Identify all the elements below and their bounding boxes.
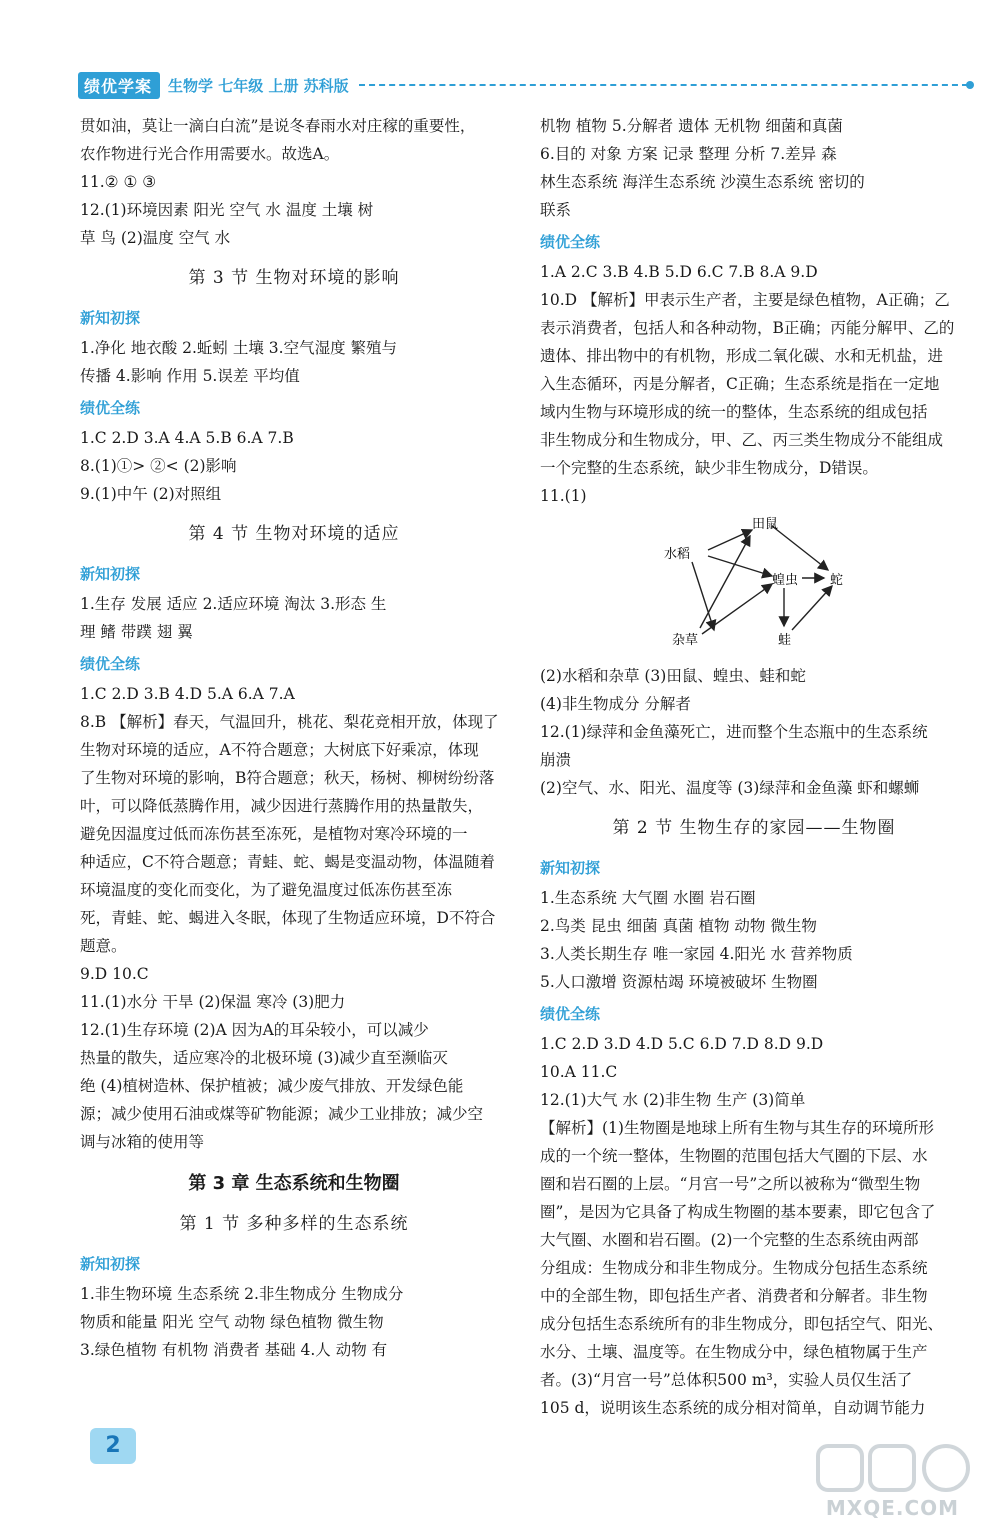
text-line: 种适应，C不符合题意；青蛙、蛇、蝎是变温动物，体温随着 [80, 853, 495, 871]
text-line: 农作物进行光合作用需要水。故选A。 [80, 145, 340, 163]
subheading: 绩优全练 [540, 233, 601, 251]
text-line: 成的一个统一整体，生物圈的范围包括大气圈的下层、水 [540, 1147, 928, 1165]
text-line: 成分包括生态系统所有的非生物成分，即包括空气、阳光、 [540, 1315, 944, 1333]
answer-line: 12.(1)生存环境 (2)A 因为A的耳朵较小，可以减少 [80, 1021, 429, 1039]
answer-line: 3.绿色植物 有机物 消费者 基础 4.人 动物 有 [80, 1341, 388, 1359]
text-line: 遗体、排出物中的有机物，形成二氧化碳、水和无机盐，进 [540, 347, 944, 365]
book-info: 生物学 七年级 上册 苏科版 [168, 76, 349, 95]
arrow-zacao-tianshu [700, 536, 750, 628]
answer-line: 理 鳍 带蹼 翅 翼 [80, 623, 193, 641]
node-shuidao: 水稻 [664, 547, 691, 562]
divider-dot [966, 81, 974, 89]
answer-line: 8.B 【解析】春天，气温回升，桃花、梨花竞相开放，体现了 [80, 713, 499, 731]
section-title: 第 3 节 生物对环境的影响 [188, 268, 400, 288]
watermark-logo [810, 1440, 975, 1520]
answer-line: 12.(1)环境因素 阳光 空气 水 温度 土壤 树 [80, 201, 374, 219]
node-wa: 蛙 [778, 633, 792, 648]
subheading: 新知初探 [80, 1255, 141, 1273]
header-divider [359, 84, 968, 86]
watermark-text: MXQE.COM [825, 1496, 960, 1520]
answer-line: 9.(1)中午 (2)对照组 [80, 485, 222, 503]
arrow-shuidao-tianshu [708, 530, 752, 550]
answer-line: 机物 植物 5.分解者 遗体 无机物 细菌和真菌 [540, 117, 843, 135]
answer-line: 1.生存 发展 适应 2.适应环境 淘汰 3.形态 生 [80, 595, 387, 613]
text-line: 源；减少使用石油或煤等矿物能源；减少工业排放；减少空 [80, 1105, 484, 1123]
food-web-svg [540, 512, 968, 662]
arrow-tianshu-she [772, 526, 828, 570]
node-tianshu: 田鼠 [752, 517, 779, 532]
answer-line: (2)水稻和杂草 (3)田鼠、蝗虫、蛙和蛇 [540, 667, 806, 685]
answer-line: 1.生态系统 大气圈 水圈 岩石圈 [540, 889, 756, 907]
text-line: 题意。 [80, 937, 127, 955]
left-column [80, 112, 508, 1364]
subheading: 新知初探 [80, 309, 141, 327]
text-line: 域内生物与环境形成的统一的整体，生态系统的组成包括 [540, 403, 928, 421]
chapter-title: 第 3 章 生态系统和生物圈 [188, 1173, 400, 1194]
answer-line: 10.D 【解析】甲表示生产者，主要是绿色植物，A正确；乙 [540, 291, 950, 309]
answer-line: 1.C 2.D 3.B 4.D 5.A 6.A 7.A [80, 685, 295, 703]
text-line: 水分、土壤、温度等。在生物成分中，绿色植物属于生产 [540, 1343, 928, 1361]
answer-line: (2)空气、水、阳光、温度等 (3)绿萍和金鱼藻 虾和螺蛳 [540, 779, 920, 797]
node-zacao: 杂草 [672, 633, 699, 648]
brand-logo: 绩优学案 [78, 72, 160, 99]
text-line: 了生物对环境的影响，B符合题意；秋天，杨树、柳树纷纷落 [80, 769, 495, 787]
section-title: 第 1 节 多种多样的生态系统 [179, 1214, 409, 1234]
answer-line: 11.(1)水分 干旱 (2)保温 寒冷 (3)肥力 [80, 993, 346, 1011]
answer-line: 12.(1)大气 水 (2)非生物 生产 (3)简单 [540, 1091, 806, 1109]
text-line: 环境温度的变化而变化，为了避免温度过低冻伤甚至冻 [80, 881, 453, 899]
answer-line: 1.A 2.C 3.B 4.B 5.D 6.C 7.B 8.A 9.D [540, 263, 818, 281]
text-line: 表示消费者，包括人和各种动物，B正确；丙能分解甲、乙的 [540, 319, 955, 337]
text-line: 中的全部生物，即包括生产者、消费者和分解者。非生物 [540, 1287, 928, 1305]
answer-line: 10.A 11.C [540, 1063, 618, 1081]
text-line: 贯如油，莫让一滴白白流”是说冬春雨水对庄稼的重要性， [80, 117, 476, 135]
answer-line: 联系 [540, 201, 572, 219]
arrow-shuidao-huangchong [708, 556, 772, 576]
answer-line: 物质和能量 阳光 空气 动物 绿色植物 微生物 [80, 1313, 384, 1331]
right-column [540, 112, 968, 1422]
answer-line: 11.(1) [540, 487, 587, 505]
arrow-zacao-huangchong [702, 584, 772, 634]
answer-line: 1.净化 地衣酸 2.蚯蚓 土壤 3.空气湿度 繁殖与 [80, 339, 398, 357]
answer-line: 12.(1)绿萍和金鱼藻死亡，进而整个生态瓶中的生态系统 [540, 723, 928, 741]
food-web-diagram [540, 512, 968, 662]
answer-line: 8.(1)①> ②< (2)影响 [80, 457, 237, 475]
answer-line: 9.D 10.C [80, 965, 149, 983]
text-line: 105 d，说明该生态系统的成分相对简单，自动调节能力 [540, 1399, 926, 1417]
watermark-icon [810, 1440, 975, 1500]
text-line: 绝 (4)植树造林、保护植被；减少废气排放、开发绿色能 [80, 1077, 464, 1095]
answer-line: (4)非生物成分 分解者 [540, 695, 691, 713]
answer-line: 草 鸟 (2)温度 空气 水 [80, 229, 231, 247]
text-line: 调与冰箱的使用等 [80, 1133, 205, 1151]
text-line: 【解析】(1)生物圈是地球上所有生物与其生存的环境所形 [540, 1119, 934, 1137]
section-title: 第 2 节 生物生存的家园——生物圈 [612, 818, 896, 838]
text-line: 一个完整的生态系统，缺少非生物成分，D错误。 [540, 459, 878, 477]
text-line: 圈和岩石圈的上层。“月宫一号”之所以被称为“微型生物 [540, 1175, 921, 1193]
arrow-shuidao-tianshu-cross [692, 562, 714, 630]
subheading: 新知初探 [540, 859, 601, 877]
answer-line: 1.C 2.D 3.D 4.D 5.C 6.D 7.D 8.D 9.D [540, 1035, 824, 1053]
text-line: 者。(3)“月宫一号”总体积500 m³，实验人员仅生活了 [540, 1371, 913, 1389]
answer-line: 5.人口激增 资源枯竭 环境被破坏 生物圈 [540, 973, 818, 991]
subheading: 新知初探 [80, 565, 141, 583]
text-line: 避免因温度过低而冻伤甚至冻死，是植物对寒冷环境的一 [80, 825, 468, 843]
answer-line: 11.② ① ③ [80, 173, 157, 191]
answer-line: 林生态系统 海洋生态系统 沙漠生态系统 密切的 [540, 173, 865, 191]
answer-line: 1.C 2.D 3.A 4.A 5.B 6.A 7.B [80, 429, 294, 447]
text-line: 崩溃 [540, 751, 572, 769]
arrow-wa-she [792, 586, 832, 630]
node-huangchong: 蝗虫 [772, 573, 799, 588]
text-line: 死，青蛙、蛇、蝎进入冬眠，体现了生物适应环境，D不符合 [80, 909, 496, 927]
answer-line: 1.非生物环境 生态系统 2.非生物成分 生物成分 [80, 1285, 404, 1303]
subheading: 绩优全练 [540, 1005, 601, 1023]
subheading: 绩优全练 [80, 399, 141, 417]
section-title: 第 4 节 生物对环境的适应 [188, 524, 400, 544]
text-line: 非生物成分和生物成分，甲、乙、丙三类生物成分不能组成 [540, 431, 944, 449]
answer-line: 2.鸟类 昆虫 细菌 真菌 植物 动物 微生物 [540, 917, 817, 935]
page-number: 2 [90, 1428, 136, 1464]
text-line: 圈”，是因为它具备了构成生物圈的基本要素，即它包含了 [540, 1203, 936, 1221]
page-header [78, 70, 968, 100]
node-she: 蛇 [830, 573, 844, 588]
text-line: 分组成：生物成分和非生物成分。生物成分包括生态系统 [540, 1259, 928, 1277]
subheading: 绩优全练 [80, 655, 141, 673]
text-line: 热量的散失，适应寒冷的北极环境 (3)减少直至濒临灭 [80, 1049, 448, 1067]
text-line: 大气圈、水圈和岩石圈。(2)一个完整的生态系统由两部 [540, 1231, 919, 1249]
answer-line: 3.人类长期生存 唯一家园 4.阳光 水 营养物质 [540, 945, 853, 963]
text-line: 入生态循环，丙是分解者，C正确；生态系统是指在一定地 [540, 375, 940, 393]
answer-line: 6.目的 对象 方案 记录 整理 分析 7.差异 森 [540, 145, 837, 163]
answer-line: 传播 4.影响 作用 5.误差 平均值 [80, 367, 300, 385]
text-line: 生物对环境的适应，A不符合题意；大树底下好乘凉，体现 [80, 741, 479, 759]
text-line: 叶，可以降低蒸腾作用，减少因进行蒸腾作用的热量散失， [80, 797, 484, 815]
